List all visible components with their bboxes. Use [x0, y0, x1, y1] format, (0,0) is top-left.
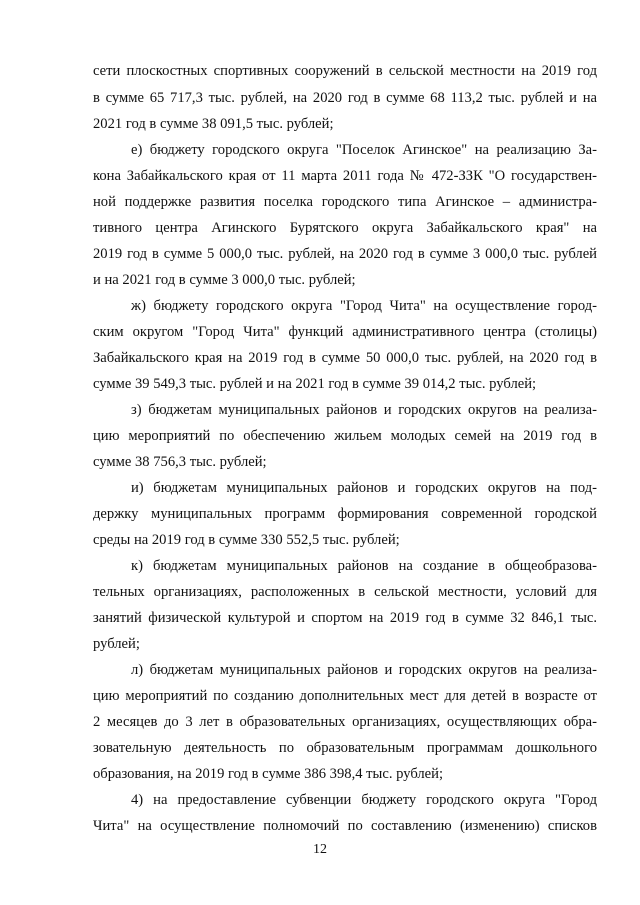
text-line: рублей; [93, 636, 140, 652]
text-line: в сумме 65 717,3 тыс. рублей, на 2020 год в сумме 68 113,2 тыс. рублей и на [93, 90, 597, 106]
text-line: среды на 2019 год в сумме 330 552,5 тыс. рублей; [93, 532, 400, 548]
text-line: 2 месяцев до 3 лет в образовательных организациях, осуществляющих обра- [93, 714, 597, 730]
text-line: з) бюджетам муниципальных районов и городских округов на реализа- [131, 402, 597, 418]
text-line: ной поддержке развития поселка городского типа Агинское – администра- [93, 194, 597, 210]
text-line: ж) бюджету городского округа "Город Чита" на осуществление город- [131, 298, 597, 314]
text-line: тельных организациях, расположенных в сельской местности, условий для [93, 584, 597, 600]
text-line: цию мероприятий по обеспечению жильем молодых семей на 2019 год в [93, 428, 597, 444]
text-line: кона Забайкальского края от 11 марта 2011 года № 472-ЗЗК "О государствен- [93, 168, 597, 184]
text-line: занятий физической культурой и спортом на 2019 год в сумме 32 846,1 тыс. [93, 610, 597, 626]
text-line: зовательную деятельность по образовательным программам дошкольного [93, 740, 597, 756]
text-line: сумме 39 549,3 тыс. рублей и на 2021 год в сумме 39 014,2 тыс. рублей; [93, 376, 537, 392]
text-line: держку муниципальных программ формирования современной городской [93, 506, 597, 522]
text-line: и на 2021 год в сумме 3 000,0 тыс. рублей; [93, 272, 356, 288]
text-line: е) бюджету городского округа "Поселок Агинское" на реализацию За- [131, 142, 597, 158]
text-line: сумме 38 756,3 тыс. рублей; [93, 454, 267, 470]
text-line: сети плоскостных спортивных сооружений в сельской местности на 2019 год [93, 63, 597, 79]
text-line: л) бюджетам муниципальных районов и городских округов на реализа- [131, 662, 597, 678]
text-line: цию мероприятий по созданию дополнительных мест для детей в возрасте от [93, 688, 597, 704]
text-line: тивного центра Агинского Бурятского округа Забайкальского края" на [93, 220, 597, 236]
text-line: Забайкальского края на 2019 год в сумме 50 000,0 тыс. рублей, на 2020 год в [93, 350, 597, 366]
text-line: образования, на 2019 год в сумме 386 398,4 тыс. рублей; [93, 766, 444, 782]
text-line: и) бюджетам муниципальных районов и городских округов на под- [131, 480, 597, 496]
text-line: к) бюджетам муниципальных районов на создание в общеобразова- [131, 558, 597, 574]
text-line: 2021 год в сумме 38 091,5 тыс. рублей; [93, 116, 334, 132]
text-line: ским округом "Город Чита" функций административного центра (столицы) [93, 324, 597, 340]
text-line: 4) на предоставление субвенции бюджету городского округа "Город [131, 792, 597, 808]
text-line: 2019 год в сумме 5 000,0 тыс. рублей, на 2020 год в сумме 3 000,0 тыс. рублей [93, 246, 597, 262]
text-line: Чита" на осуществление полномочий по составлению (изменению) списков [93, 818, 597, 834]
page-number: 12 [313, 842, 327, 857]
